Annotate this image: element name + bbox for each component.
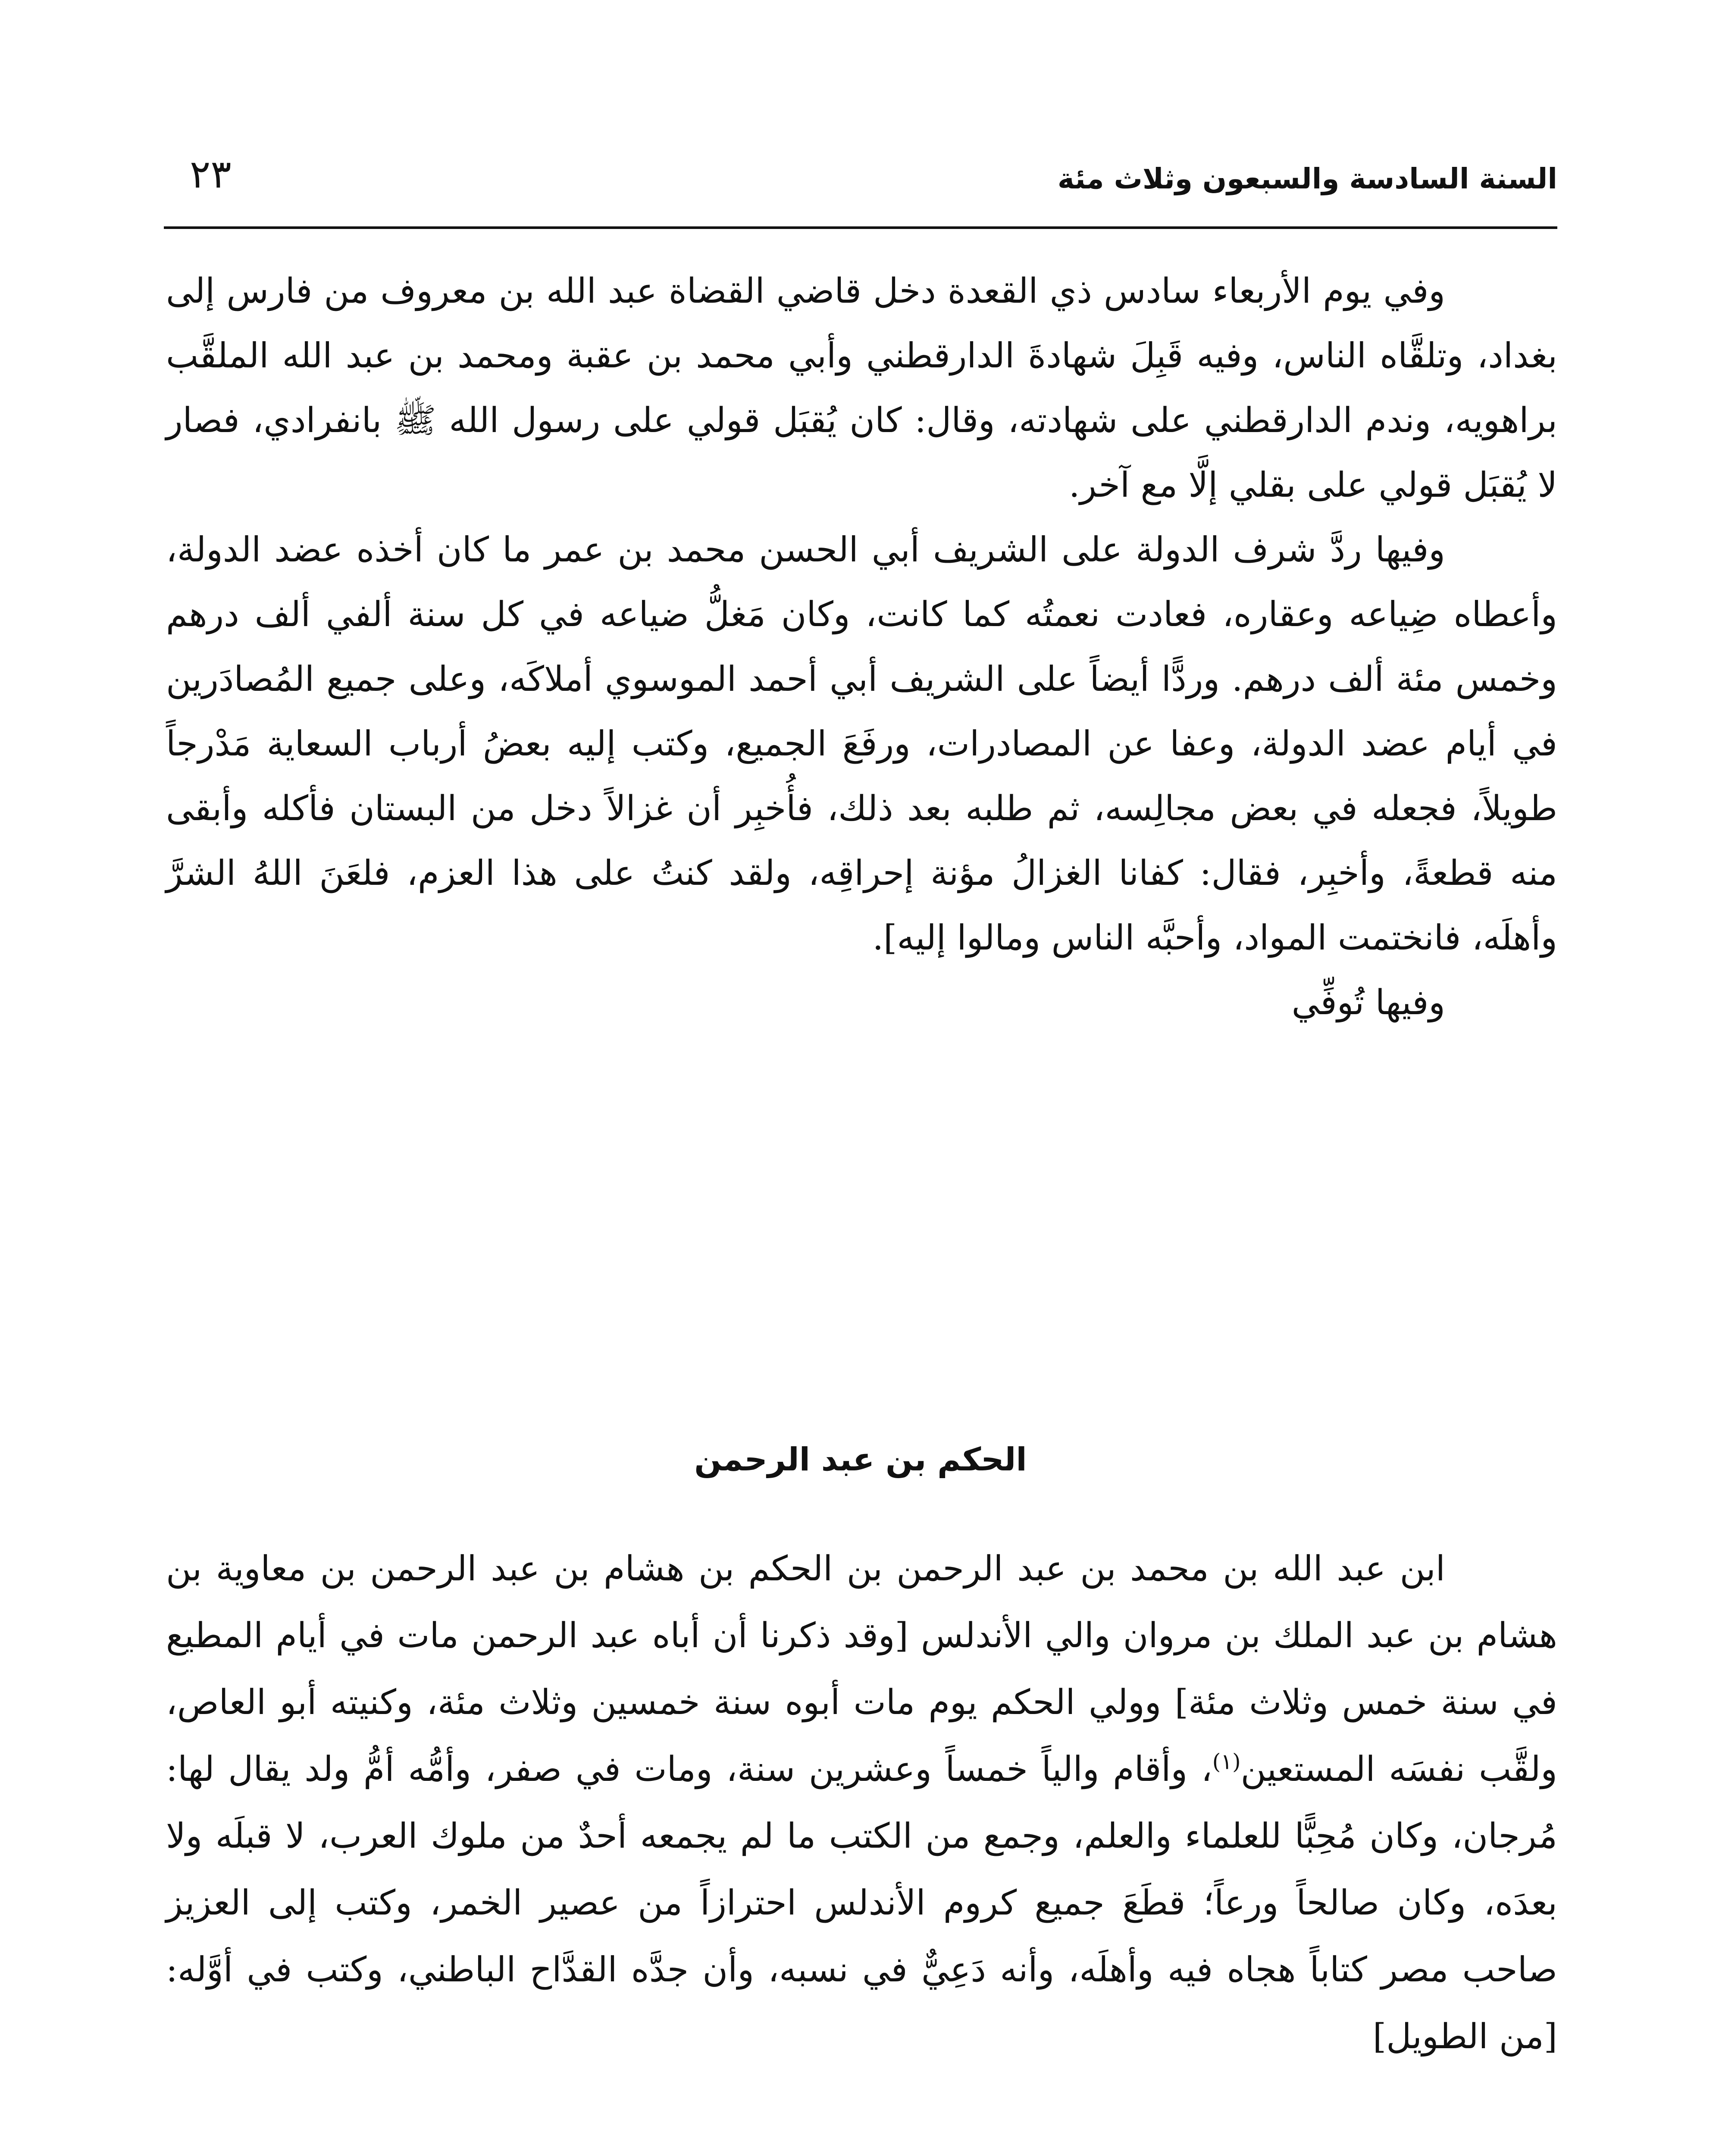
biography-part-1: ابن عبد الله بن محمد بن عبد الرحمن بن الحكم بن هشام بن عبد الرحمن بن معاوية بن هشام بن عبد الملك بن مروان والي الأندلس [وقد ذكرنا أن أباه عبد الرحمن مات في أيام المطيع في سنة خمس وثلاث مئة] وولي الحكم يوم مات أبوه سنة خمسين وثلاث مئة، وكنيته أبو العاص، ولقَّب نفسَه المستعين — [166, 1548, 1558, 1789]
header-rule — [164, 226, 1557, 229]
paragraph-biography — [166, 1535, 1557, 2070]
paragraph-obituary-intro: وفيها تُوفِّي — [1291, 982, 1445, 1022]
footnote-reference: (١) — [1212, 1749, 1241, 1774]
section-title: الحكم بن عبد الرحمن — [694, 1441, 1027, 1478]
page-header — [164, 142, 1557, 207]
biography-part-2: ، وأقام والياً خمساً وعشرين سنة، ومات في صفر، وأمُّه أمُّ ولد يقال لها: مُرجان، وكان مُحِبًّا للعلماء والعلم، وجمع من الكتب ما لم يجمعه أحدٌ من ملوك العرب، لا قبلَه ولا بعدَه، وكان صالحاً ورعاً؛ قطَعَ جميع كروم الأندلس احترازاً من عصير الخمر، وكتب إلى العزيز صاحب مصر كتاباً هجاه فيه وأهلَه، وأنه دَعِيٌّ في نسبه، وأن جدَّه القدَّاح الباطني، وكتب في أوَّله: [من الطويل] — [166, 1749, 1558, 2056]
biography-text — [166, 1535, 1557, 2070]
page-number: ٢٣ — [190, 152, 232, 197]
paragraph-sharaf-al-dawla: وفيها ردَّ شرف الدولة على الشريف أبي الحسن محمد بن عمر ما كان أخذه عضد الدولة، وأعطاه ضِياعه وعقاره، فعادت نعمتُه كما كانت، وكان مَغلُّ ضياعه في كل سنة ألفي ألف درهم وخمس مئة ألف درهم. وردًّا أيضاً على الشريف أبي أحمد الموسوي أملاكَه، وعلى جميع المُصادَرين في أيام عضد الدولة، وعفا عن المصادرات، ورفَعَ الجميع، وكتب إليه بعضُ أرباب السعاية مَدْرجاً طويلاً، فجعله في بعض مجالِسه، ثم طلبه بعد ذلك، فأُخبِر أن غزالاً دخل من البستان فأكله وأبقى منه قطعةً، وأخبِر، فقال: كفانا الغزالُ مؤنة إحراقِه، ولقد كنتُ على هذا العزم، فلعَنَ اللهُ الشرَّ وأهلَه، فانختمت المواد، وأحبَّه الناس ومالوا إليه]. — [166, 530, 1558, 958]
main-text — [166, 259, 1557, 1035]
paragraph-qadi-return: وفي يوم الأربعاء سادس ذي القعدة دخل قاضي القضاة عبد الله بن معروف من فارس إلى بغداد، وتلقَّاه الناس، وفيه قَبِلَ شهادةَ الدارقطني وأبي محمد بن عقبة ومحمد بن عبد الله الملقَّب براهويه، وندم الدارقطني على شهادته، وقال: كان يُقبَل قولي على رسول الله ﷺ بانفرادي، فصار لا يُقبَل قولي على بقلي إلَّا مع آخر. — [166, 271, 1558, 505]
running-title: السنة السادسة والسبعون وثلاث مئة — [1057, 162, 1557, 195]
